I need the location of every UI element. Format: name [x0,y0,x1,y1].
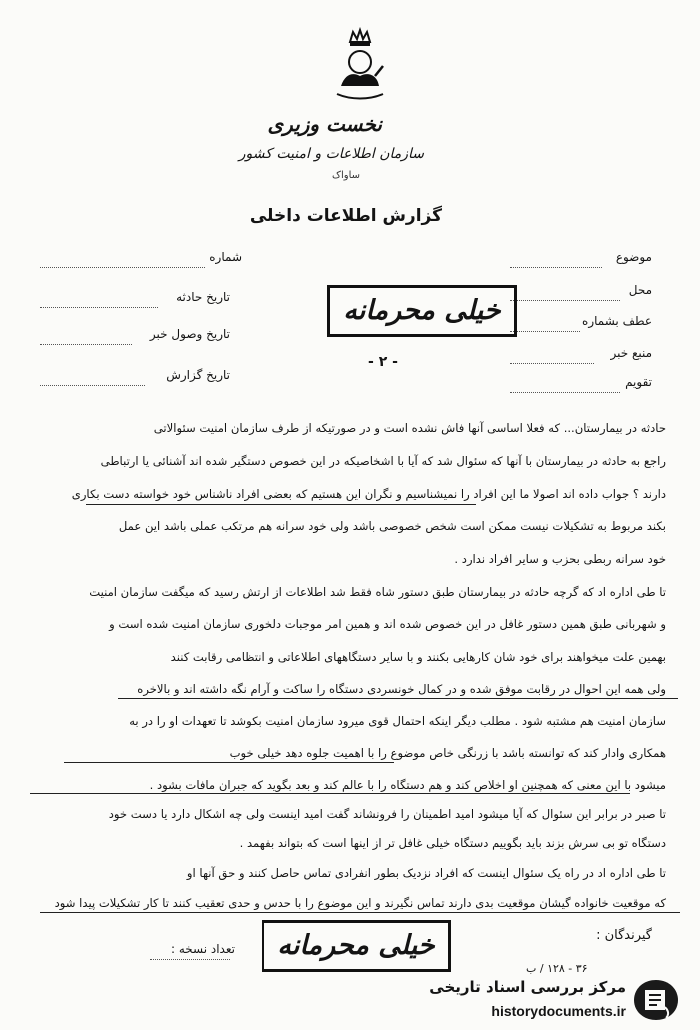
body-line: دستگاه تو بی سرش بزند باید بگوییم دستگاه خیلی غافل تر از اینها است که بتواند بفهمد . [239,836,666,850]
organization-name: سازمان اطلاعات و امنیت کشور [238,146,424,162]
body-line: بهمین علت میخواهند برای خود شان کارهایی بکنند و با سایر دستگاههای اطلاعاتی و انتظامی رقابت کنند [170,650,666,664]
office-name: ساواک [332,170,360,181]
underline-mark [30,793,630,794]
body-line: ولی همه این احوال در رقابت موفق شده و در کمال خونسردی دستگاه را ساکت و آرام نگه داشته اند و بالاخره [137,682,666,696]
body-line: خود سرانه ربطی بحزب و سایر افراد ندارد . [454,552,666,566]
source-dots [510,362,594,364]
underline-mark [40,912,680,913]
location-dots [510,299,620,301]
body-line: دارند ؟ جواب داده اند اصولا ما این افراد را نمیشناسیم و نگران این هستیم که بعضی افراد ناشناس خود خواسته دست بکاری [71,487,666,501]
incident-date-label: تاریخ حادثه [176,290,230,304]
copies-dots [150,958,230,960]
lion-and-sun-icon [333,28,387,102]
number-label: شماره [209,250,242,264]
recipients-label: گیرندگان : [596,928,652,943]
subject-dots [510,266,602,268]
report-date-label: تاریخ گزارش [166,368,230,382]
body-line: همکاری وادار کند که توانسته باشد با زرنگی خاص موضوع را با اهمیت جلوه دهد خیلی خوب [229,746,666,760]
body-line: سازمان امنیت هم مشتبه شود . مطلب دیگر اینکه احتمال قوی میرود سازمان امنیت بکوشد تا تعهدات او را در به [129,714,666,728]
body-line: تا طی اداره اد در راه یک سئوال اینست که افراد نزدیک بطور انفرادی تماس حاصل کنند و حق آنها او [186,866,666,880]
page-number: - ۲ - [368,354,398,370]
copies-label: تعداد نسخه : [170,942,235,956]
evaluation-label: تقویم [625,375,652,389]
evaluation-dots [510,391,620,393]
center-url: historydocuments.ir [491,1003,626,1019]
reference-dots [510,330,580,332]
document-center-logo [632,978,680,1022]
reference-label: عطف بشماره [582,314,652,328]
body-line: تا صبر در برابر این سئوال که آیا میشود امید اطمینان را فرونشاند گفت امید اینست ولی چه اشکال دارد یا دست خود [108,807,666,821]
subject-label: موضوع [615,250,652,264]
center-name: مرکز بررسی اسناد تاریخی [429,978,626,996]
body-line: تا طی اداره اد که گرچه حادثه در بیمارستان طبق دستور شاه فقط شد اطلاعات از ارتش رسید که میگفت سازمان امنیت [89,585,666,599]
classification-stamp-top: خیلی محرمانه [327,285,517,337]
body-line: بکند مربوط به تشکیلات نیست ممکن است شخص خصوصی باشد ولی خود سرانه هم مرتکب عملی باشد این عمل [118,519,666,533]
number-dots [40,266,205,268]
ministry-name: نخست وزیری [267,112,382,136]
receipt-date-dots [40,343,132,345]
report-title: گزارش اطلاعات داخلی [249,206,442,226]
underline-mark [118,698,678,699]
body-line: و شهربانی طبق همین دستور غافل در این خصوص شده اند و همین امر موجبات دلخوری سازمان امنیت شده است و [109,617,666,631]
incident-date-dots [40,306,158,308]
body-line: میشود با این معنی که همچنین او اخلاص کند و هم دستگاه را با عالم کند و بعد بگوید که جبران مافات بشود . [149,778,666,792]
report-date-dots [40,384,145,386]
classification-stamp-bottom: خیلی محرمانه [262,920,451,972]
body-line: راجع به حادثه در بیمارستان با آنها که سئوال شد که آیا با اشخاصیکه در این خصوص دستگیر شده اند آشنائی یا ارتباطی [100,454,666,468]
receipt-date-label: تاریخ وصول خبر [149,327,230,341]
document-number: ۳۶ - ۱۲۸ / ب [526,962,588,975]
underline-mark [64,762,394,763]
underline-mark [86,504,476,505]
body-line: که موقعیت خانواده گیشان موقعیت بدی دارند تماس نگیرند و این موضوع را با حدس و حدی تعقیب کنند تا کار تشکیلات پیدا شود [54,896,666,910]
source-label: منبع خبر [610,346,652,360]
body-line: حادثه در بیمارستان... که فعلا اساسی آنها فاش نشده است و در صورتیکه از طرف سازمان امنیت سئوالاتی [153,421,666,435]
location-label: محل [628,283,652,297]
